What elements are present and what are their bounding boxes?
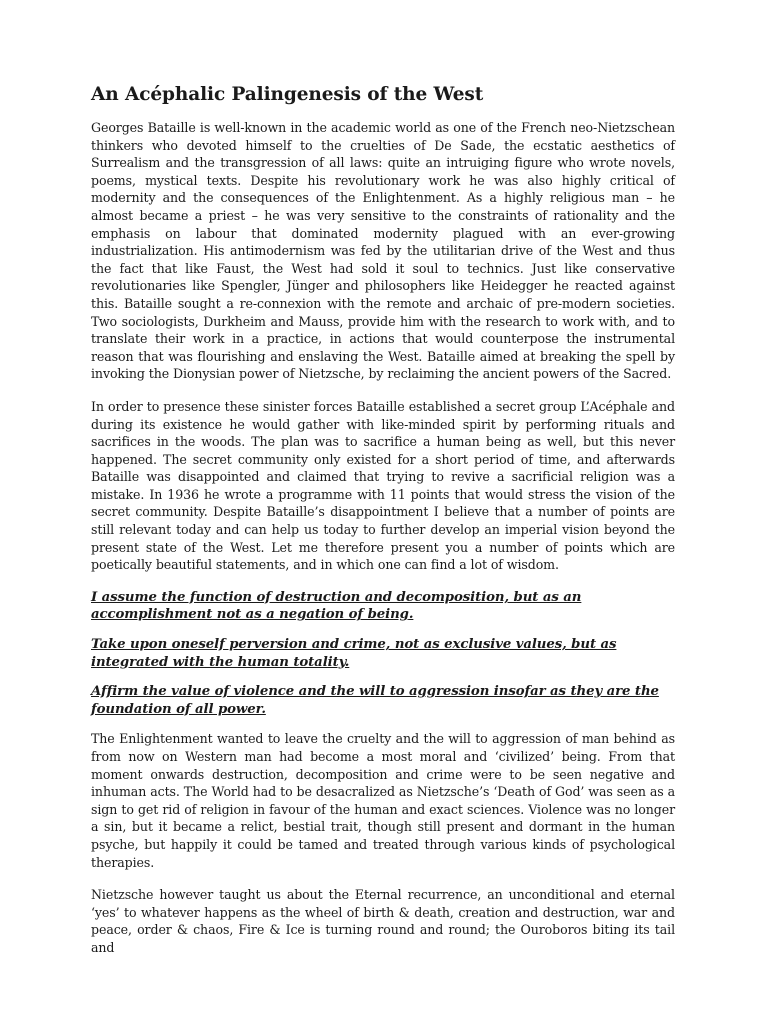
program-point	[91, 683, 675, 718]
document-page	[91, 78, 675, 972]
program-point-trail: .	[408, 607, 414, 623]
body-paragraph: Georges Bataille is well-known in the academic world as one of the French neo-Nietzschean thinkers who devoted himself to the cruelties of De Sade, the ecstatic aesthetics of Surrealism and the transgression of all laws: quite an intruiging figure who wrote novels, poems, mystical texts. Despite his revolutionary work he was also highly critical of modernity and the consequences of the Enlightenment. As a highly religious man – he almost became a priest – he was very sensitive to the constraints of rationality and the emphasis on labour that dominated modernity plagued with an ever-growing industrialization. His antimodernism was fed by the utilitarian drive of the West and thus the fact that like Faust, the West had sold it soul to technics. Just like conservative revolutionaries like Spengler, Jünger and philosophers like Heidegger he reacted against this. Bataille sought a re-connexion with the remote and archaic of pre-modern societies. Two sociologists, Durkheim and Mauss, provide him with the research to work with, and to translate their work in a practice, in actions that would counterpose the instrumental reason that was flourishing and enslaving the West. Bataille aimed at breaking the spell by invoking the Dionysian power of Nietzsche, by reclaiming the ancient powers of the Sacred.	[91, 120, 675, 382]
body-paragraph: In order to presence these sinister forces Bataille established a secret group L’Acéphale and during its existence he would gather with like-minded spirit by performing rituals and sacrifices in the woods. The plan was to sacrifice a human being as well, but this never happened. The secret community only existed for a short period of time, and afterwards Bataille was disappointed and claimed that trying to revive a sacrificial religion was a mistake. In 1936 he wrote a programme with 11 points that would stress the vision of the secret community. Despite Bataille’s disappointment I believe that a number of points are still relevant today and can help us today to further develop an imperial vision beyond the present state of the West. Let me therefore present you a number of points which are poetically beautiful statements, and in which one can find a lot of wisdom.	[91, 398, 675, 573]
program-point-text: Take upon oneself perversion and crime, not as exclusive values, but as integrated with the human totality.	[91, 637, 617, 670]
document-title: An Acéphalic Palingenesis of the West	[91, 84, 484, 105]
program-point	[91, 589, 675, 624]
program-point-text: I assume the function of destruction and decomposition, but as an accomplishment not as a negation of being	[91, 589, 582, 623]
program-point	[91, 636, 675, 671]
body-paragraph: The Enlightenment wanted to leave the cruelty and the will to aggression of man behind as from now on Western man had become a most moral and ‘civilized’ being. From that moment onwards destruction, decomposition and crime were to be seen negative and inhuman acts. The World had to be desacralized as Nietzsche’s ‘Death of God’ was seen as a sign to get rid of religion in favour of the human and exact sciences. Violence was no longer a sin, but it became a relict, bestial trait, though still present and dormant in the human psyche, but happily it could be tamed and treated through various kinds of psychological therapies.	[91, 731, 675, 870]
program-point-text: Affirm the value of violence and the will to aggression insofar as they are the foundation of all power.	[91, 684, 659, 717]
body-paragraph: Nietzsche however taught us about the Eternal recurrence, an unconditional and eternal ‘yes’ to whatever happens as the wheel of birth & death, creation and destruction, war and peace, order & chaos, Fire & Ice is turning round and round; the Ouroboros biting its tail and	[91, 887, 675, 955]
